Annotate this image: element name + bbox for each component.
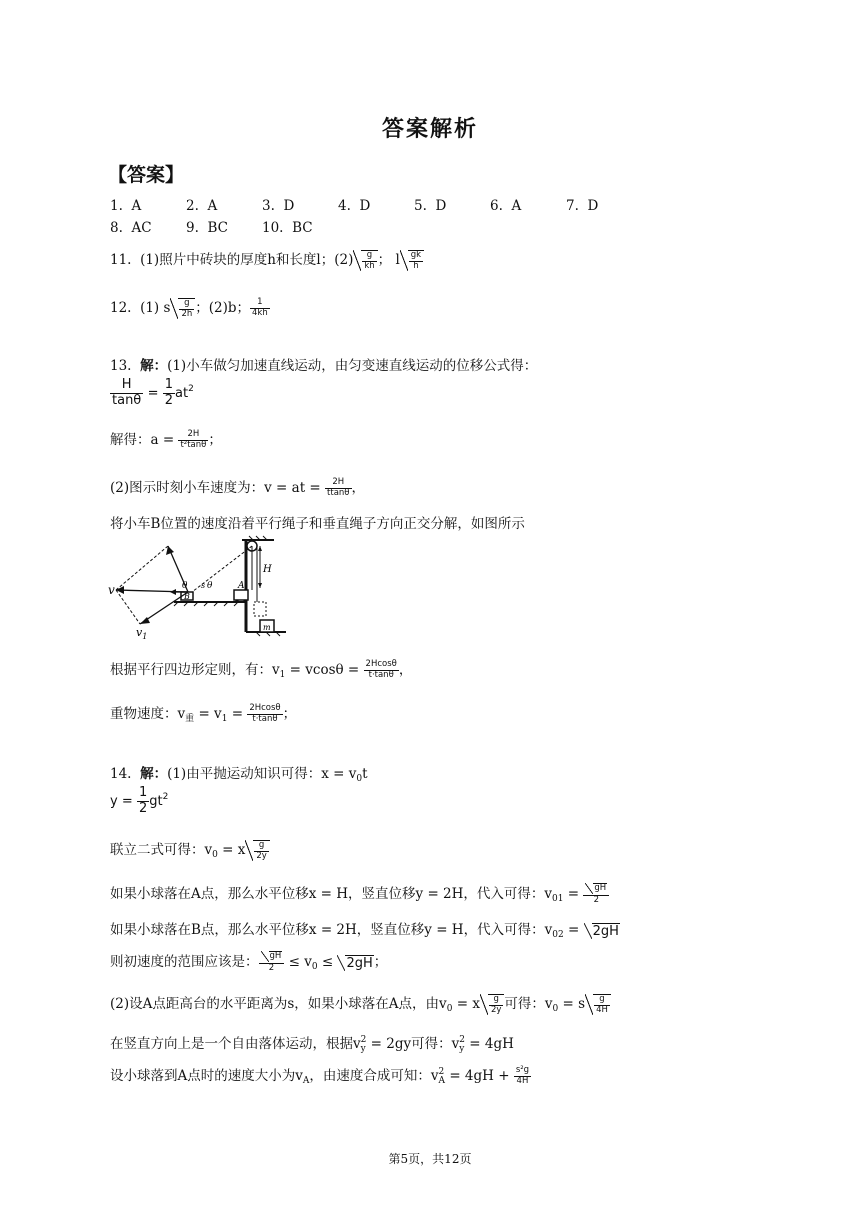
answer-section-heading: 【答案】 [108, 164, 185, 186]
label-m: m [263, 623, 271, 632]
answer-item: 1. A [110, 198, 142, 214]
answer-item: 8. AC [110, 220, 152, 236]
answer-item: 7. D [566, 198, 599, 214]
answer-item: 2. A [186, 198, 218, 214]
q12-answer: 12. (1) s $\frac{g}{2h}$ ；(2)b； $\frac{1}{4kh}$ [110, 297, 268, 319]
q14-y-equation: y = $\frac{1}{2}$ $gt^2$ [110, 785, 169, 816]
q14-range: 则初速度的范围应该是： $\frac{gH}{2}$ ≤ $v_0 \le 2gH$； [110, 951, 388, 973]
page-footer: 第5页，共12页 [388, 1152, 472, 1166]
q13-velocity: (2)图示时刻小车速度为：v = at = $\frac{2H}{ttan\theta}$ ， [110, 477, 365, 498]
q14-part2-line-3: 设小球落到A点时的速度大小为$v_A$，由速度合成可知：v 2 A = 4gH + $\frac{\text{s²g}}{4H}$ [110, 1065, 530, 1086]
label-theta-1: θ [182, 581, 188, 591]
q13-decompose-text: 将小车B位置的速度沿着平行绳子和垂直绳子方向正交分解，如图所示 [110, 516, 525, 532]
q13-acceleration: 解得：a = $\frac{2H}{\text{t²tanθ}}$ ； [110, 429, 222, 450]
page-title: 答案解析 [381, 117, 478, 142]
answer-item: 5. D [414, 198, 447, 214]
label-B: B [184, 592, 190, 601]
answer-item: 9. BC [186, 220, 228, 236]
answer-item: 10. BC [262, 220, 313, 236]
answer-item: 4. D [338, 198, 371, 214]
q14-part2-line-2: 在竖直方向上是一个自由落体运动，根据v 2 y = 2gy可得：v 2 y = 4gH [110, 1034, 514, 1054]
q14-part2-line-1: (2)设A点距高台的水平距离为s，如果小球落在A点，由$v_0 = x$ $\frac{g}{2y}$ 可得：$v_0 = s$ $\frac{g}{4H}$ [110, 992, 611, 1015]
q13-line-1: 13. 解：(1)小车做匀加速直线运动，由匀变速直线运动的位移公式得： [110, 358, 538, 374]
velocity-decomposition-diagram [106, 532, 292, 642]
label-s: s [201, 581, 206, 590]
q13-v-weight: 重物速度：$v_重 = v_1$ = $\frac{2Hcos\theta}{t\cdot\tan\theta}$ ； [110, 703, 297, 724]
label-v1: $v_1$ [136, 626, 148, 641]
q11-answer: 11. (1)照片中砖块的厚度h和长度l；(2) $\frac{g}{kh}$ ； l $\frac{gk}{h}$ [110, 248, 424, 271]
q14-v0: 联立二式可得：$v_0 = x$ $\frac{g}{2y}$ [110, 838, 270, 861]
answer-item: 6. A [490, 198, 522, 214]
q14-line-1: 14. 解：(1)由平抛运动知识可得：$x = v_0t$ [110, 766, 368, 784]
answer-item: 3. D [262, 198, 295, 214]
label-v: v [108, 583, 115, 597]
q14-point-b: 如果小球落在B点，那么水平位移x = 2H，竖直位移y = H，代入可得：$v_{02} = 2gH$ [110, 922, 619, 940]
q13-equation-1: $\frac{H}{\tan\theta}$ = $\frac{1}{2}$ $at^2$ [112, 377, 194, 408]
q14-point-a: 如果小球落在A点，那么水平位移x = H，竖直位移y = 2H，代入可得：$v_{01}$ = $\frac{gH}{2}$ [110, 882, 609, 906]
label-H: H [263, 564, 272, 575]
q13-v1: 根据平行四边形定则，有：$v_1 = vcos\theta$ = $\frac{2Hcos\theta}{t\cdot\tan\theta}$ ， [110, 659, 413, 680]
label-theta-2: θ [207, 581, 213, 591]
label-A: A [238, 581, 245, 591]
